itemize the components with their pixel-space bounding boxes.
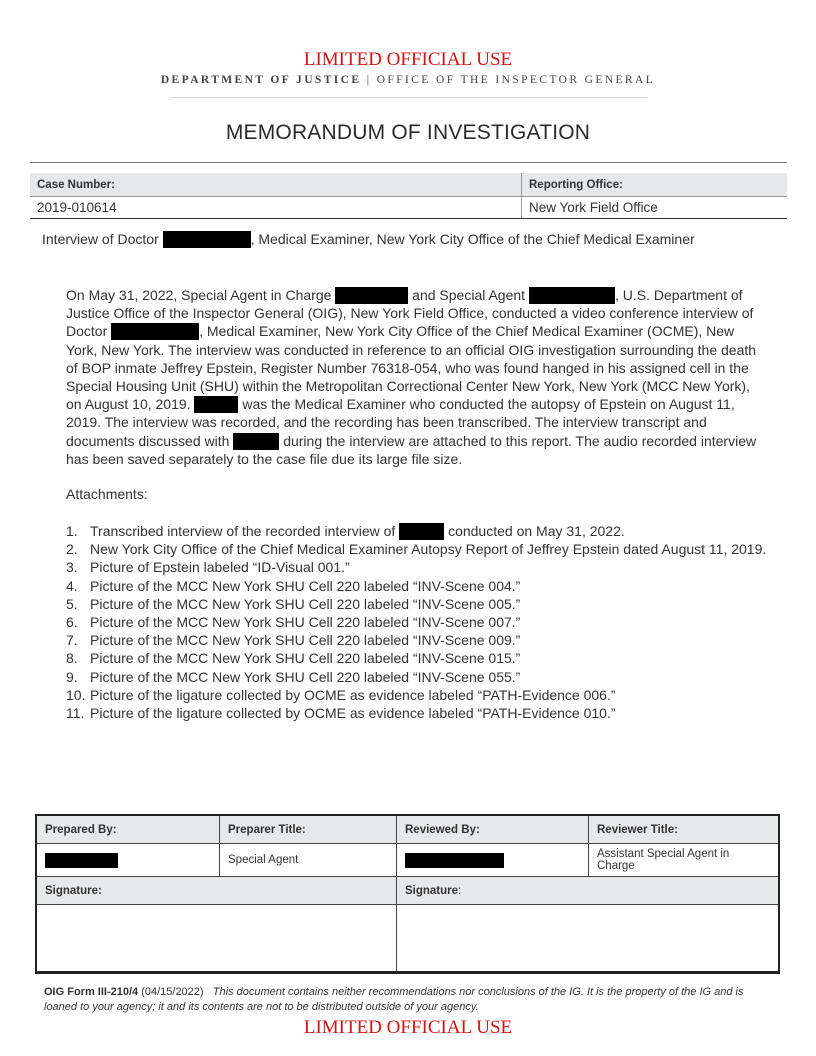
redaction-box <box>335 287 408 304</box>
list-item: 1. Transcribed interview of the recorded interview of conducted on May 31, 2022. <box>66 523 625 539</box>
reviewed-by-label: Reviewed By: <box>397 815 589 844</box>
preparer-title-value: Special Agent <box>220 844 397 877</box>
signature-label-reviewer: Signature: <box>397 877 780 905</box>
form-date: (04/15/2022) <box>138 986 204 998</box>
body-text: during the interview are attached to this report. The audio recorded interview has been saved separately to the case file due its large file size. <box>66 432 757 467</box>
memo-body <box>66 286 766 468</box>
attachments-list <box>66 522 786 722</box>
list-item: 4. Picture of the MCC New York SHU Cell 220 labeled “INV-Scene 004.” <box>66 577 521 594</box>
signature-box-preparer[interactable] <box>36 905 397 973</box>
footer-disclaimer: This document contains neither recommendations nor conclusions of the IG. It is the property of the IG and is loaned to your agency; it and its contents are not to be distributed outside of your agency. <box>44 986 744 1013</box>
subject-text-after: , Medical Examiner, New York City Office of the Chief Medical Examiner <box>250 231 695 247</box>
marking-top: LIMITED OFFICIAL USE <box>303 49 513 70</box>
redaction-box <box>111 323 199 340</box>
office-name: OFFICE OF THE INSPECTOR GENERAL <box>376 74 656 86</box>
body-text: was the Medical Examiner who conducted the autopsy of Epstein on August 11, 2019. The interview was recorded, and the recording has been transcribed. The interview transcript and documents discussed with <box>66 396 735 449</box>
form-footer <box>44 985 779 1015</box>
body-text: , Medical Examiner, New York City Office of the Chief Medical Examiner (OCME), New York, New York. The interview was conducted in reference to an official OIG investigation surrounding the death of BOP inmate Jeffrey Epstein, Register Number 76318-054, who was found hanged in his assigned cell in the Special Housing Unit (SHU) within the Metropolitan Correctional Center New York, New York (MCC New York), on August 10, 2019. <box>66 323 757 413</box>
redaction-box <box>529 287 615 304</box>
list-item: 5. Picture of the MCC New York SHU Cell 220 labeled “INV-Scene 005.” <box>66 595 521 612</box>
signature-label-preparer: Signature: <box>36 877 397 905</box>
reviewer-title-label: Reviewer Title: <box>589 815 780 844</box>
signature-table <box>35 814 780 974</box>
body-text: On May 31, 2022, Special Agent in Charge <box>66 287 336 303</box>
header-divider <box>170 97 648 98</box>
case-number-label: Case Number: <box>30 173 522 197</box>
redaction-box <box>194 396 238 413</box>
marking-bottom: LIMITED OFFICIAL USE <box>303 1017 513 1038</box>
department-name: DEPARTMENT OF JUSTICE <box>160 74 362 86</box>
signature-box-reviewer[interactable] <box>397 905 780 973</box>
title-divider <box>30 162 787 163</box>
attachments-heading: Attachments: <box>66 486 148 502</box>
list-item: 11. Picture of the ligature collected by OCME as evidence labeled “PATH-Evidence 010.” <box>66 704 616 721</box>
reporting-office-value: New York Field Office <box>522 197 788 219</box>
prepared-by-value <box>36 844 220 877</box>
case-number-value: 2019-010614 <box>30 197 522 219</box>
redaction-box <box>45 853 118 868</box>
prepared-by-label: Prepared By: <box>36 815 220 844</box>
list-item: 8. Picture of the MCC New York SHU Cell 220 labeled “INV-Scene 015.” <box>66 650 521 667</box>
list-item: 3. Picture of Epstein labeled “ID-Visual 001.” <box>66 559 350 576</box>
redaction-box <box>233 433 279 450</box>
redaction-box <box>163 231 251 248</box>
case-info-table <box>30 173 787 219</box>
list-item: 6. Picture of the MCC New York SHU Cell 220 labeled “INV-Scene 007.” <box>66 613 521 630</box>
redaction-box <box>405 853 504 868</box>
list-item: 7. Picture of the MCC New York SHU Cell 220 labeled “INV-Scene 009.” <box>66 632 521 649</box>
subject-text-before: Interview of Doctor <box>42 231 163 247</box>
page-title: MEMORANDUM OF INVESTIGATION <box>225 121 591 144</box>
form-id: OIG Form III-210/4 <box>44 986 139 998</box>
reviewed-by-value <box>397 844 589 877</box>
list-item: 10. Picture of the ligature collected by OCME as evidence labeled “PATH-Evidence 006.” <box>66 686 616 703</box>
body-text: , U.S. Department of Justice Office of the Inspector General (OIG), New York Field Office, conducted a video conference interview of Doctor <box>66 287 754 340</box>
reporting-office-label: Reporting Office: <box>522 173 788 197</box>
list-item: 2. New York City Office of the Chief Medical Examiner Autopsy Report of Jeffrey Epstein dated August 11, 2019. <box>66 541 767 558</box>
memo-subject <box>42 231 695 248</box>
list-item: 9. Picture of the MCC New York SHU Cell 220 labeled “INV-Scene 055.” <box>66 668 521 685</box>
department-header <box>0 74 816 86</box>
body-text: and Special Agent <box>408 287 529 303</box>
header-separator: | <box>366 74 372 86</box>
redaction-box <box>399 523 444 540</box>
preparer-title-label: Preparer Title: <box>220 815 397 844</box>
reviewer-title-value: Assistant Special Agent in Charge <box>589 844 780 877</box>
